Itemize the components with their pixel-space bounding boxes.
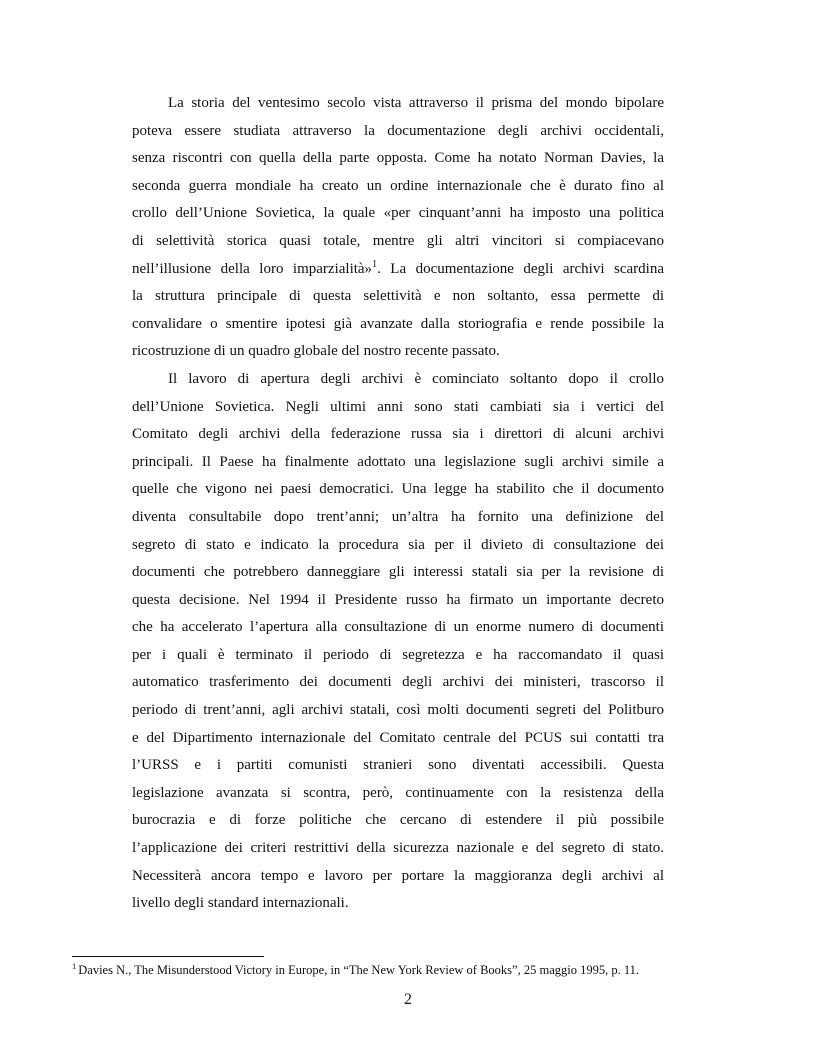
text-line: livello degli standard internazionali. <box>132 895 349 912</box>
text-line: convalidare o smentire ipotesi già avanzate dalla storiografia e rende possibile la <box>132 315 664 332</box>
body-text <box>132 90 664 918</box>
text-line: Necessiterà ancora tempo e lavoro per portare la maggioranza degli archivi al <box>132 867 664 884</box>
text-line: l’URSS e i partiti comunisti stranieri sono diventati accessibili. Questa <box>132 757 664 774</box>
footnote-reference[interactable]: 1 <box>372 258 378 270</box>
text-line: Comitato degli archivi della federazione russa sia i direttori di alcuni archivi <box>132 426 664 443</box>
text-line: burocrazia e di forze politiche che cercano di estendere il più possibile <box>132 812 664 829</box>
text-line: legislazione avanzata si scontra, però, continuamente con la resistenza della <box>132 784 664 801</box>
text-line: segreto di stato e indicato la procedura sia per il divieto di consultazione dei <box>132 536 664 553</box>
text-line: l’applicazione dei criteri restrittivi della sicurezza nazionale e del segreto di stato. <box>132 840 664 857</box>
text-line: documenti che potrebbero danneggiare gli interessi statali sia per la revisione di <box>132 564 664 581</box>
footnote <box>72 962 744 978</box>
text-line: e del Dipartimento internazionale del Comitato centrale del PCUS sui contatti tra <box>132 729 664 746</box>
footnote-number: 1 <box>72 961 77 971</box>
text-line: poteva essere studiata attraverso la documentazione degli archivi occidentali, <box>132 122 664 139</box>
page-number: 2 <box>404 991 412 1008</box>
footnote-text: Davies N., The Misunderstood Victory in Europe, in “The New York Review of Books”, 25 maggio 1995, p. 11. <box>78 963 640 977</box>
text-line: ricostruzione di un quadro globale del nostro recente passato. <box>132 343 500 360</box>
text-line: questa decisione. Nel 1994 il Presidente russo ha firmato un importante decreto <box>132 591 664 608</box>
text-line: quelle che vigono nei paesi democratici. Una legge ha stabilito che il documento <box>132 481 664 498</box>
text-line: Il lavoro di apertura degli archivi è cominciato soltanto dopo il crollo <box>168 370 664 387</box>
text-line: dell’Unione Sovietica. Negli ultimi anni sono stati cambiati sia i vertici del <box>132 398 664 415</box>
paragraph-2 <box>132 366 664 918</box>
text-line: seconda guerra mondiale ha creato un ordine internazionale che è durato fino al <box>132 177 664 194</box>
text-line: per i quali è terminato il periodo di segretezza e ha raccomandato il quasi <box>132 646 664 663</box>
footnote-separator <box>72 956 264 957</box>
text-line: crollo dell’Unione Sovietica, la quale «per cinquant’anni ha imposto una politica <box>132 205 664 222</box>
text-line: che ha accelerato l’apertura alla consultazione di un enorme numero di documenti <box>132 619 664 636</box>
text-line: diventa consultabile dopo trent’anni; un’altra ha fornito una definizione del <box>132 508 664 525</box>
text-line: senza riscontri con quella della parte opposta. Come ha notato Norman Davies, la <box>132 150 664 167</box>
text-after-ref: . La documentazione degli archivi scardina <box>377 260 664 277</box>
text-line: principali. Il Paese ha finalmente adottato una legislazione sugli archivi simile a <box>132 453 664 470</box>
text-line: la struttura principale di questa selettività e non soltanto, essa permette di <box>132 288 664 305</box>
paragraph-1 <box>132 90 664 366</box>
text-line: periodo di trent’anni, agli archivi statali, così molti documenti segreti del Politburo <box>132 702 664 719</box>
text-line: di selettività storica quasi totale, mentre gli altri vincitori si compiacevano <box>132 232 664 249</box>
text-before-ref: nell’illusione della loro imparzialità» <box>132 260 373 277</box>
text-line: La storia del ventesimo secolo vista attraverso il prisma del mondo bipolare <box>168 95 664 111</box>
text-line-with-footnote <box>132 256 664 284</box>
text-line: automatico trasferimento dei documenti degli archivi dei ministeri, trascorso il <box>132 674 664 691</box>
